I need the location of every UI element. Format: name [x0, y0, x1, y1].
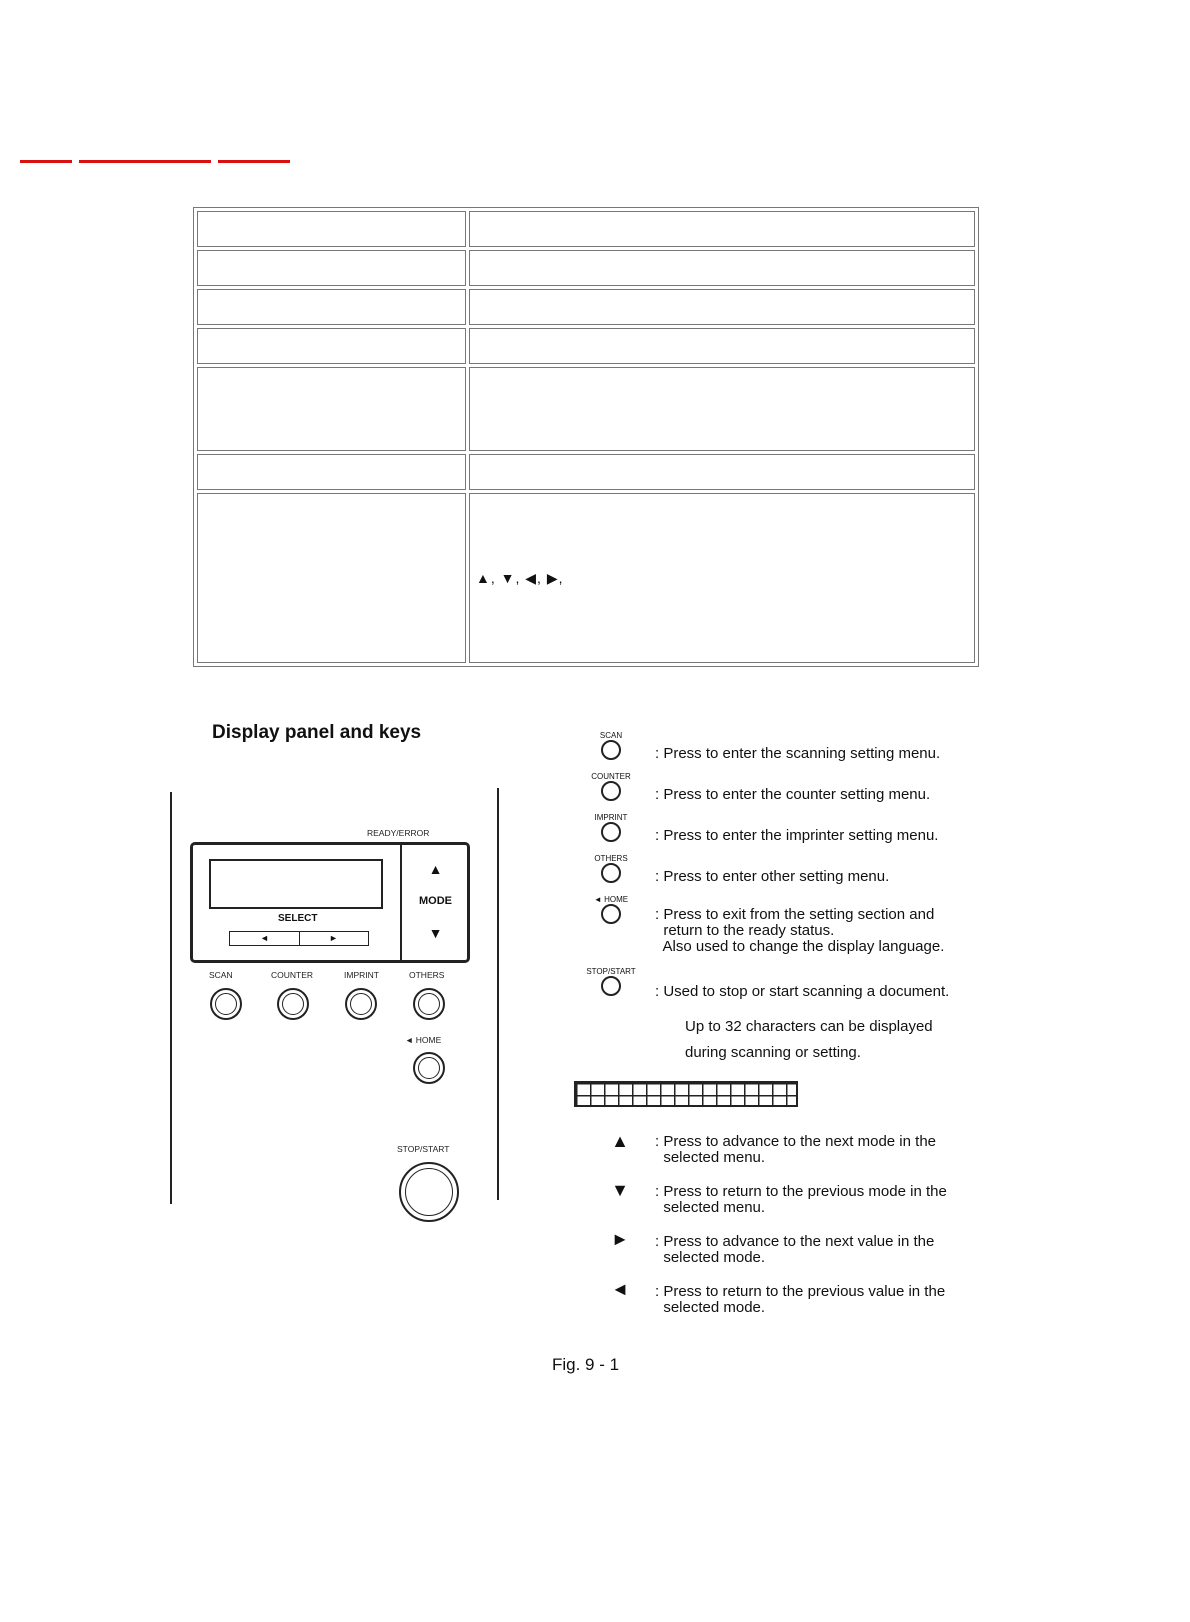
- lcd-display: [209, 859, 383, 909]
- table-row: [197, 493, 975, 663]
- table-cell: [197, 289, 466, 325]
- table-row: [197, 367, 975, 451]
- red-link-2[interactable]: [79, 146, 211, 163]
- character-grid-icon: [574, 1081, 798, 1107]
- up-arrow-icon: ▲: [611, 1131, 629, 1151]
- select-right-key[interactable]: ►: [329, 933, 338, 943]
- stop-start-key-description: : Used to stop or start scanning a document.: [655, 983, 950, 1000]
- down-arrow-description: : Press to return to the previous mode in the selected menu.: [655, 1183, 947, 1216]
- mode-key-group: [400, 845, 469, 960]
- table-cell-arrows: ▲, ▼, ◀, ▶,: [469, 493, 975, 663]
- right-divider: [497, 788, 499, 1200]
- panel-section-title: Display panel and keys: [212, 722, 422, 743]
- stop-start-key-label: STOP/START: [586, 967, 636, 976]
- table-cell: [469, 211, 975, 247]
- left-divider: [170, 792, 172, 1204]
- counter-key-label: COUNTER: [591, 772, 631, 781]
- table-cell: [197, 328, 466, 364]
- table-cell: [469, 454, 975, 490]
- stop-start-button-label: STOP/START: [397, 1144, 450, 1154]
- select-left-key[interactable]: ◄: [230, 932, 300, 945]
- home-key-label: ◄ HOME: [593, 895, 629, 904]
- scan-circle-icon: [601, 740, 621, 760]
- left-arrow-description: : Press to return to the previous value in the selected mode.: [655, 1283, 946, 1316]
- scan-button-label: SCAN: [209, 970, 233, 980]
- table-cell: [197, 454, 466, 490]
- imprint-button-label: IMPRINT: [344, 970, 379, 980]
- counter-key-icon: [578, 772, 644, 801]
- stop-start-button[interactable]: [399, 1162, 459, 1222]
- table-cell: [197, 250, 466, 286]
- table-cell: [197, 493, 466, 663]
- table-cell: [197, 211, 466, 247]
- home-key-description: : Press to exit from the setting section and return to the ready status. Also used to change the display language.: [655, 906, 945, 955]
- home-circle-icon: [601, 904, 621, 924]
- counter-key-description: : Press to enter the counter setting menu.: [655, 786, 931, 803]
- others-key-label: OTHERS: [594, 854, 628, 863]
- imprint-key-description: : Press to enter the imprinter setting menu.: [655, 827, 939, 844]
- display-note: Up to 32 characters can be displayed during scanning or setting.: [685, 1018, 933, 1061]
- red-link-3[interactable]: [218, 146, 290, 163]
- mode-label: MODE: [419, 895, 452, 907]
- scan-key-label: SCAN: [599, 731, 623, 740]
- counter-button-label: COUNTER: [271, 970, 314, 980]
- select-label: SELECT: [278, 913, 318, 924]
- table-row: [197, 454, 975, 490]
- table-row: [197, 289, 975, 325]
- up-arrow-description: : Press to advance to the next mode in the selected menu.: [655, 1133, 937, 1166]
- spec-table: [193, 207, 979, 667]
- control-panel: [190, 842, 470, 963]
- home-button[interactable]: [413, 1052, 445, 1084]
- scan-key-description: : Press to enter the scanning setting menu.: [655, 745, 941, 762]
- figure-caption: Fig. 9 - 1: [552, 1355, 620, 1374]
- down-arrow-icon: ▼: [611, 1180, 629, 1200]
- imprint-key-icon: [578, 813, 644, 842]
- ready-error-label: READY/ERROR: [367, 828, 430, 838]
- right-arrow-icon: ►: [611, 1229, 629, 1249]
- others-key-description: : Press to enter other setting menu.: [655, 868, 890, 885]
- table-cell: [469, 328, 975, 364]
- red-link-1[interactable]: [20, 146, 72, 163]
- others-key-icon: [578, 854, 644, 883]
- others-button-label: OTHERS: [409, 970, 445, 980]
- others-circle-icon: [601, 863, 621, 883]
- mode-down-icon[interactable]: ▼: [428, 925, 443, 941]
- table-cell: [469, 289, 975, 325]
- home-key-icon: [578, 895, 644, 924]
- table-row: [197, 211, 975, 247]
- stop-start-key-icon: [578, 967, 644, 996]
- table-cell: [197, 367, 466, 451]
- stop-start-circle-icon: [601, 976, 621, 996]
- scan-key-icon: [578, 731, 644, 760]
- others-button[interactable]: [413, 988, 445, 1020]
- imprint-key-label: IMPRINT: [594, 813, 628, 822]
- table-cell: [469, 250, 975, 286]
- imprint-button[interactable]: [345, 988, 377, 1020]
- table-row: [197, 328, 975, 364]
- table-cell: [469, 367, 975, 451]
- mode-up-icon[interactable]: ▲: [428, 861, 443, 877]
- counter-button[interactable]: [277, 988, 309, 1020]
- home-button-label: ◄ HOME: [405, 1035, 442, 1045]
- right-arrow-description: : Press to advance to the next value in the selected mode.: [655, 1233, 935, 1266]
- table-row: [197, 250, 975, 286]
- select-key[interactable]: [229, 931, 369, 946]
- left-arrow-icon: ◄: [611, 1279, 629, 1299]
- scan-button[interactable]: [210, 988, 242, 1020]
- imprint-circle-icon: [601, 822, 621, 842]
- counter-circle-icon: [601, 781, 621, 801]
